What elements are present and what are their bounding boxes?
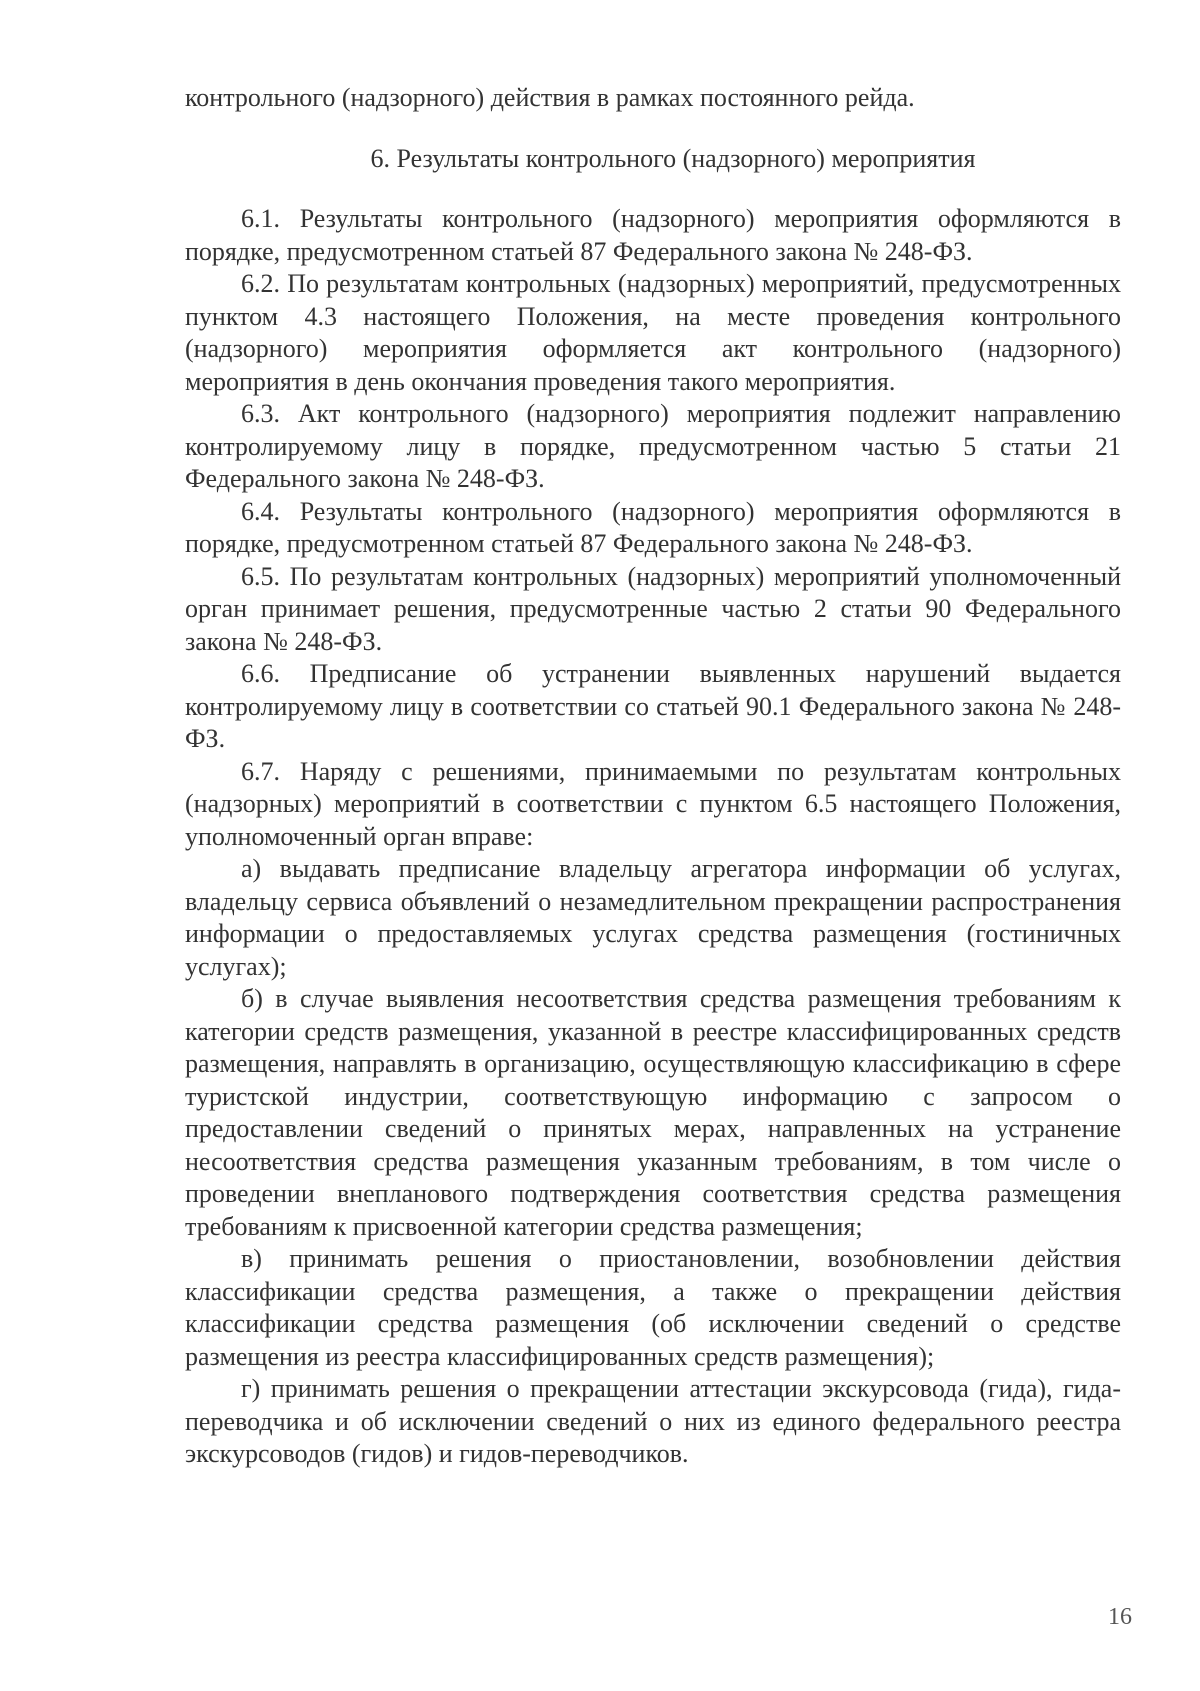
paragraph-6-5: 6.5. По результатам контрольных (надзорных) мероприятий уполномоченный орган принимает решения, предусмотренные частью 2 статьи 90 Федерального закона № 248-ФЗ. xyxy=(185,561,1121,656)
paragraph-6-6: 6.6. Предписание об устранении выявленных нарушений выдается контролируемому лицу в соответствии со статьей 90.1 Федерального закона № 248-ФЗ. xyxy=(185,659,1121,753)
page-number: 16 xyxy=(1108,1604,1132,1630)
section-heading: 6. Результаты контрольного (надзорного) мероприятия xyxy=(370,143,976,173)
subitem-v: в) принимать решения о приостановлении, возобновлении действия классификации средства размещения, а также о прекращении действия классификации средства размещения (об исключении сведений о средстве размещения из реестра классифицированных средств размещения); xyxy=(185,1244,1121,1371)
paragraph-6-1: 6.1. Результаты контрольного (надзорного) мероприятия оформляются в порядке, предусмотренном статьей 87 Федерального закона № 248-ФЗ. xyxy=(185,204,1121,266)
paragraph-6-4: 6.4. Результаты контрольного (надзорного) мероприятия оформляются в порядке, предусмотренном статьей 87 Федерального закона № 248-ФЗ. xyxy=(185,496,1121,558)
paragraph-6-3: 6.3. Акт контрольного (надзорного) мероприятия подлежит направлению контролируемому лицу в порядке, предусмотренном частью 5 статьи 21 Федерального закона № 248-ФЗ. xyxy=(185,399,1121,493)
paragraph-6-2: 6.2. По результатам контрольных (надзорных) мероприятий, предусмотренных пунктом 4.3 настоящего Положения, на месте проведения контрольного (надзорного) мероприятия оформляется акт контрольного (надзорного) мероприятия в день окончания проведения такого мероприятия. xyxy=(185,269,1121,396)
paragraph-6-7: 6.7. Наряду с решениями, принимаемыми по результатам контрольных (надзорных) мероприятий в соответствии с пунктом 6.5 настоящего Положения, уполномоченный орган вправе: xyxy=(185,756,1121,851)
subitem-g: г) принимать решения о прекращении аттестации экскурсовода (гида), гида-переводчика и об исключении сведений о них из единого федерального реестра экскурсоводов (гидов) и гидов-переводчиков. xyxy=(185,1374,1121,1468)
subitem-b: б) в случае выявления несоответствия средства размещения требованиям к категории средств размещения, указанной в реестре классифицированных средств размещения, направлять в организацию, осуществляющую классификацию в сфере туристской индустрии, соответствующую информацию с запросом о предоставлении сведений о принятых мерах, направленных на устранение несоответствия средства размещения указанным требованиям, в том числе о проведении внепланового подтверждения соответствия средства размещения требованиям к присвоенной категории средства размещения; xyxy=(185,984,1121,1241)
document-body xyxy=(185,82,1121,1471)
subitem-a: а) выдавать предписание владельцу агрегатора информации об услугах, владельцу сервиса объявлений о незамедлительном прекращении распространения информации о предоставляемых услугах средства размещения (гостиничных услугах); xyxy=(185,854,1121,981)
continuation-text: контрольного (надзорного) действия в рамках постоянного рейда. xyxy=(185,83,915,112)
